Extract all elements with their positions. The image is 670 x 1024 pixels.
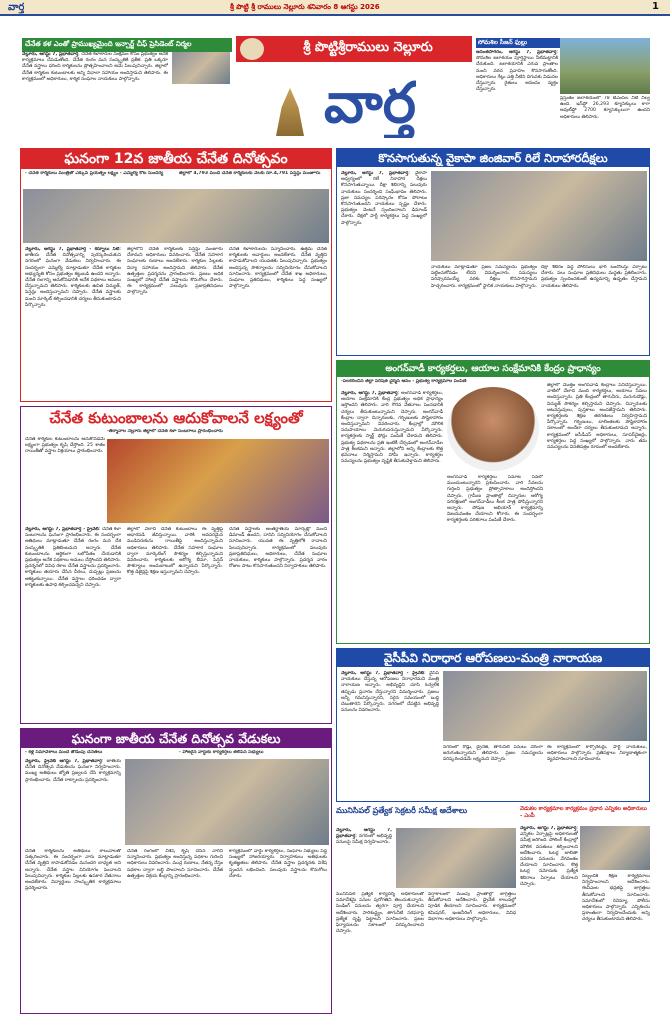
bottom-right-col1: నెల్లూరు, ఆగస్టు 7, ప్రభాతవార్త: ఎన్నికల ఏర్పాట్లపై అధికారులతో సమీక్ష జరిగింది. పోలింగ్ కేంద్రాల్లో మౌలిక వసతులు కల్పించాలని ఆదేశించారు. ఓటర్ల జాబితా సవరణ పనులను వేగవంతం చేయాలని సూచించారు. కొత్త ఓటర్ల నమోదుకు ప్రత్యేక శిబిరాలు ఏర్పాటు చేయాలని చెప్పారు.: [520, 826, 578, 887]
page-number: 1: [652, 1, 659, 12]
handloom-day-col1: నెల్లూరు, ఆగస్టు 7, ప్రభాతవార్త - కర్నూలు సిటీ: జాతీయ చేనేత దినోత్సవాన్ని పురస్కరించుకుని నగరంలో ఘనంగా వేడుకలు నిర్వహించారు. ఈ సందర్భంగా ఎమ్మెల్యే మాట్లాడుతూ చేనేత కార్మికుల అభ్యున్నతి కోసం ప్రభుత్వం కట్టుబడి ఉందని అన్నారు. చేనేత రంగాన్ని ఆదుకోవడానికి అనేక పథకాలు అమలు చేస్తున్నామని తెలిపారు. కార్మికులకు ఉచిత విద్యుత్, పెన్షన్లు అందిస్తున్నామని చెప్పారు. చేనేత వస్త్రాలకు మంచి మార్కెట్ కల్పించడానికి చర్యలు తీసుకుంటామని పేర్కొన్నారు.: [25, 247, 121, 308]
allegations-story: [336, 648, 650, 802]
allegations-headline: వైసీపీవి నిరాధార ఆరోపణలు-మంత్రి నారాయణ: [337, 649, 649, 667]
allegations-col2: నగరంలో రోడ్లు, డ్రైనేజీ, తాగునీటి పనులు వేగంగా జరుగుతున్నాయని తెలిపారు. ప్రజల సమస్యలను పరిష్కరించడమే లక్ష్యమని చెప్పారు.: [443, 745, 543, 763]
anganwadi-subhead: -పలకరించిన జిల్లా పరిషత్ ఛైర్మన్ ఆనం - ప్రభుత్వ కార్యక్రమాల పంపిణీ: [341, 379, 467, 384]
allegations-col3: ఈ కార్యక్రమంలో కార్పొరేటర్లు, పార్టీ నాయకులు, అధికారులు పాల్గొన్నారు. ప్రతిపక్షాలు నిర్మాణాత్మకంగా వ్యవహరించాలని సూచించారు.: [547, 745, 647, 763]
paper-name: వార్త: [324, 70, 416, 136]
commissioner-story: [336, 806, 516, 1014]
families-subhead: -తీర్మానాల నెల్లూరు జిల్లాలో చేనేత కళా సంబరాలు ప్రారంభించారు: [107, 429, 223, 434]
anganwadi-headline: అంగన్‌వాడీ కార్యకర్తలు, ఆయాల సంక్షేమానికి కేంద్రం ప్రాధాన్యం: [337, 361, 649, 377]
handloom-day-col3: చేనేత కళాకారులను సన్మానించారు. ఉత్తమ చేనేత కార్మికులకు అవార్డులు అందజేశారు. చేనేత వృత్తిని కాపాడుకోవాలని యువతకు పిలుపునిచ్చారు. ప్రభుత్వం అందిస్తున్న సౌకర్యాలను సద్వినియోగం చేసుకోవాలని సూచించారు. కార్యక్రమంలో చేనేత శాఖ అధికారులు, సంఘాల ప్రతినిధులు, కార్మికులు పెద్ద సంఖ్యలో పాల్గొన్నారు.: [229, 247, 327, 290]
top-right-text: అనంతసాగరం, ఆగస్టు 7, ప్రభాతవార్త: సోమశిల జలాశయం పూర్తిస్థాయి నీటిమట్టానికి చేరుకుంది. జలాశయానికి ఎగువ ప్రాంతాల నుంచి వరద ప్రవాహం కొనసాగుతోంది. అధికారులు గేట్లు ఎత్తి నీటిని దిగువకు విడుదల చేస్తున్నారు. రైతులు ఆనందం వ్యక్తం చేస్తున్నారు.: [476, 50, 558, 93]
ycp-strike-photo: [431, 171, 647, 261]
bottom-right-photo: [580, 826, 650, 870]
handloom-day-col2: జిల్లాలోని చేనేత కార్మికులకు పెన్షన్లు మంజూరు చేశామని అధికారులు వివరించారు. చేనేత సహకార సంఘాలకు రుణాలు అందజేశారు. కార్మికుల పిల్లలకు విద్యా సహాయం అందిస్తామని తెలిపారు. చేనేత ఉత్పత్తుల ప్రదర్శనను ప్రారంభించారు. ప్రజలు అధిక సంఖ్యలో హాజరై చేనేత వస్త్రాలను కొనుగోలు చేశారు. ఈ కార్యక్రమంలో పలువురు ప్రజాప్రతినిధులు పాల్గొన్నారు.: [127, 247, 223, 296]
handloom-day-subhead-left: - చేనేత కార్మికులు మంత్రితో ఎక్కువ ప్రయత్నం లక్ష్యం - ఎమ్మెల్యే కోట సుందర్య: [25, 171, 164, 176]
celebrations-col1: చేనేత కార్మికులను అతిథులు శాలువాలతో సత్కరించారు. ఈ సందర్భంగా వారు మాట్లాడుతూ చేనేత వృత్తిని కాపాడుకోవడం మనందరి బాధ్యత అని అన్నారు. చేనేత వస్త్రాల వినియోగం పెంచాలని పిలుపునిచ్చారు. కార్మికుల పిల్లలకు ఉపకార వేతనాలు అందజేశారు. విద్యార్థులు సాంస్కృతిక కార్యక్రమాలు ప్రదర్శించారు.: [25, 849, 121, 892]
top-left-story: [22, 38, 232, 138]
celebrations-subhead-right: - హాజరైన వార్డుకు కార్యకర్తలు తెలిపిన సభ్యులు: [179, 750, 264, 755]
masthead-center: [236, 36, 472, 144]
temple-gopuram-icon: [276, 88, 304, 136]
ycp-strike-story: [336, 148, 650, 356]
families-col3: చేనేత వస్త్రాలకు అంతర్జాతీయ మార్కెట్లో మంచి డిమాండ్ ఉందని, దానిని సద్వినియోగం చేసుకోవాలని సూచించారు. యువత ఈ వృత్తిలోకి రావాలని పిలుపునిచ్చారు. కార్యక్రమంలో పలువురు ప్రజాప్రతినిధులు, అధికారులు, చేనేత సంఘాల నాయకులు, కార్మికులు పాల్గొన్నారు. ప్రదర్శన వారం రోజుల పాటు కొనసాగుతుందని నిర్వాహకులు తెలిపారు.: [229, 527, 327, 570]
allegations-col1: నెల్లూరు, ఆగస్టు 7, ప్రభాతవార్త - ప్రైవేట్: వైసీపీ నాయకులు చేస్తున్న ఆరోపణలు నిరాధారమని మంత్రి నారాయణ అన్నారు. అభివృద్ధిని చూసి ఓర్వలేక తప్పుడు ప్రచారం చేస్తున్నారని విమర్శించారు. ప్రజలు అన్నీ గమనిస్తున్నారని, సరైన సమయంలో బుద్ధి చెబుతారని పేర్కొన్నారు. నగరంలో చేపట్టిన అభివృద్ధి పనులను వివరించారు.: [341, 671, 439, 714]
celebrations-photo: [125, 759, 329, 845]
anganwadi-col2: అంగన్‌వాడీ కార్యకర్తలు సమాజ సేవలో ముందుంటున్నారని ప్రశంసించారు. వారి సేవలను గుర్తించి ప్రభుత్వం ప్రోత్సాహకాలు అందిస్తోందని చెప్పారు. గ్రామీణ ప్రాంతాల్లో చిన్నారుల ఆరోగ్య పరిరక్షణలో అంగన్‌వాడీలు కీలక పాత్ర పోషిస్తున్నారని అన్నారు. పోషణ అభియాన్ కార్యక్రమాన్ని విజయవంతం చేయాలని కోరారు. ఈ సందర్భంగా కార్యకర్తలకు పరికరాలు పంపిణీ చేశారు.: [447, 475, 543, 524]
families-photo: [107, 439, 329, 523]
anganwadi-col3: జిల్లాలో మొత్తం అంగన్‌వాడీ కేంద్రాలు పనిచేస్తున్నాయి. వాటిలో వేలాది మంది కార్యకర్తలు, ఆయాలు సేవలు అందిస్తున్నారు. ప్రతి కేంద్రంలో తాగునీరు, మరుగుదొడ్లు, విద్యుత్ సౌకర్యం కల్పిస్తామని చెప్పారు. చిన్నారులకు ఆటవస్తువులు, పుస్తకాలు అందజేస్తామని తెలిపారు. కార్యకర్తలకు శిక్షణ తరగతులు నిర్వహిస్తామని పేర్కొన్నారు. గర్భిణులు, బాలింతలకు పౌష్టికాహారం సకాలంలో అందేలా చర్యలు తీసుకుంటామని అన్నారు. కార్యక్రమంలో ఐసీడీఎస్ అధికారులు, సూపర్‌వైజర్లు, కార్యకర్తలు పెద్ద సంఖ్యలో పాల్గొన్నారు. వారు తమ సమస్యలను వినతిపత్రం రూపంలో అందజేశారు.: [547, 383, 647, 451]
top-left-headline: చేనేత కళ ఎంతో ప్రాముఖ్యమైంది ఇన్చార్జ్ చీఫ్ ప్రెసిడెంట్ నిర్మల: [22, 38, 232, 52]
top-right-text-2: ప్రస్తుతం జలాశయంలో 78 టీఎంసీల నీటి నిల్వ ఉంది. ఇన్‌ఫ్లో 26,293 క్యూసెక్కులు కాగా అవుట్‌ఫ్లో 2700 క్యూసెక్కులుగా ఉందని అధికారులు తెలిపారు.: [560, 96, 650, 120]
founder-portrait: [240, 38, 264, 60]
celebrations-headline: ఘనంగా జాతీయ చేనేత దినోత్సవ వేడుకలు: [21, 729, 331, 748]
date-line: శ్రీ పొట్టి శ్రీ రాములు నెల్లూరు శనివారం 8 ఆగస్టు 2026: [230, 3, 380, 11]
top-right-headline: సోమశిల సీజన్ ఫుల్లు: [476, 38, 566, 48]
celebrations-story: [20, 728, 332, 1014]
allegations-photo: [443, 671, 647, 741]
handloom-day-headline: ఘనంగా 12వ జాతీయ చేనేత దినోత్సవం: [21, 149, 331, 169]
dam-photo: [560, 38, 650, 94]
families-headline: చేనేత కుటుంబాలను ఆదుకోవాలనే లక్ష్యంతో: [21, 407, 331, 429]
commissioner-col2: వర్షాకాలంలో ముంపు ప్రాంతాల్లో జాగ్రత్తలు తీసుకోవాలని ఆదేశించారు. డ్రైనేజీ కాలువల్లో పూడిక తీయాలని సూచించారు. కార్యక్రమంలో కమిషనర్, ఇంజనీరింగ్ అధికారులు, వివిధ విభాగాల అధికారులు పాల్గొన్నారు.: [428, 892, 516, 922]
ycp-strike-col2: నాయకులు మాట్లాడుతూ ప్రజల సమస్యలను ప్రభుత్వం పట్టించుకోవడం లేదని విమర్శించారు. సమస్యలు పరిష్కారమయ్యే వరకు దీక్షలు కొనసాగిస్తామని హెచ్చరించారు. కార్యక్రమంలో స్థానిక నాయకులు పాల్గొన్నారు.: [431, 265, 537, 289]
top-left-text: నెల్లూరు, ఆగస్టు 7, ప్రభాతవార్త, చేనేత కళాకారుల సంక్షేమం కోసం ప్రభుత్వం అనేక కార్యక్రమాలు చేపడుతోంది. చేనేత రంగం మన సంస్కృతికి ప్రతీక. ప్రతి ఒక్కరూ చేనేత వస్త్రాలు ధరించి కార్మికులను ప్రోత్సహించాలని ఆమె పిలుపునిచ్చారు. జిల్లాలో చేనేత కార్మికుల కుటుంబాలకు అన్ని విధాలా సహాయం అందిస్తామని తెలిపారు. ఈ కార్యక్రమంలో అధికారులు, కార్మిక సంఘాల నాయకులు పాల్గొన్నారు.: [22, 52, 168, 82]
handloom-day-photo: [23, 189, 329, 243]
district-title: శ్రీ పొట్టిశ్రీరాములు నెల్లూరు: [303, 40, 433, 55]
top-left-label: వార్త: [8, 2, 25, 13]
top-right-story: [476, 38, 650, 144]
celebrations-col3: కార్యక్రమంలో వార్డు కార్యకర్తలు, సంఘాల సభ్యులు పెద్ద సంఖ్యలో హాజరయ్యారు. నిర్వాహకులు అతిథులకు కృతజ్ఞతలు తెలిపారు. చేనేత వస్త్రాల ప్రదర్శనకు విశేష స్పందన లభించింది. పలువురు వస్త్రాలను కొనుగోలు చేశారు.: [229, 849, 327, 879]
celebrations-intro: నెల్లూరు, ప్రైవేట్ ఆగస్టు 7, ప్రభాతవార్త: జాతీయ చేనేత దినోత్సవ వేడుకలను ఘనంగా నిర్వహించారు. ముఖ్య అతిథులు జ్యోతి ప్రజ్వలన చేసి కార్యక్రమాన్ని ప్రారంభించారు. చేనేత రాట్నాలను ప్రదర్శించారు.: [25, 759, 121, 783]
bottom-right-headline: వేడుకల కార్యక్రమాల కార్యక్రమం ప్రధాన ఎన్నికల అధికారులు - ఎంపీ: [520, 806, 647, 819]
leader-portrait: [447, 387, 539, 471]
bottom-right-story: [520, 806, 650, 1014]
anganwadi-story: [336, 360, 650, 644]
commissioner-headline: మునిసిపల్ ప్రత్యేక సెక్రటరీ సమీక్ష ఆదేశాలు: [336, 806, 468, 815]
bottom-right-col2: సిబ్బందికి శిక్షణ కార్యక్రమాలు నిర్వహించాలని ఆదేశించారు. ఈవీఎంల భద్రతపై జాగ్రత్తలు తీసుకోవాలని సూచించారు. సమావేశంలో రెవెన్యూ, పోలీసు అధికారులు పాల్గొన్నారు. ఎన్నికలను ప్రశాంతంగా నిర్వహించేందుకు అన్ని చర్యలు తీసుకుంటామని తెలిపారు.: [582, 874, 650, 923]
commissioner-col1: మునిసిపల్ ప్రత్యేక కార్యదర్శి అధికారులతో సమావేశమై పనుల పురోగతిని తెలుసుకున్నారు. పెండింగ్ పనులను త్వరగా పూర్తి చేయాలని ఆదేశించారు. పారిశుద్ధ్యం, తాగునీటి సరఫరాపై ప్రత్యేక దృష్టి పెట్టాలని సూచించారు. ప్రజల ఫిర్యాదులను సకాలంలో పరిష్కరించాలని చెప్పారు.: [336, 892, 424, 935]
ycp-strike-col1: నెల్లూరు, ఆగస్టు 7, ప్రభాతవార్త: వైకాపా ఆధ్వర్యంలో రిలే నిరాహార దీక్షలు కొనసాగుతున్నాయి. దీక్షా శిబిరాన్ని పలువురు నాయకులు సందర్శించి సంఘీభావం తెలిపారు. ప్రజా సమస్యల పరిష్కారం కోసం పోరాటం కొనసాగుతుందని నాయకులు స్పష్టం చేశారు. ప్రభుత్వం వెంటనే స్పందించాలని డిమాండ్ చేశారు. దీక్షలో పార్టీ కార్యకర్తలు పెద్ద సంఖ్యలో పాల్గొన్నారు.: [341, 171, 427, 226]
anganwadi-col1: నెల్లూరు, ఆగస్టు 7, ప్రభాతవార్త: అంగన్‌వాడీ కార్యకర్తలు, ఆయాల సంక్షేమానికి కేంద్ర ప్రభుత్వం అధిక ప్రాధాన్యం ఇస్తోందని తెలిపారు. వారి గౌరవ వేతనాలు పెంచడానికి చర్యలు తీసుకుంటున్నామని చెప్పారు. అంగన్‌వాడీ కేంద్రాల ద్వారా చిన్నారులకు, గర్భిణులకు పౌష్టికాహారం అందిస్తున్నామని వివరించారు. కేంద్రాల్లో మౌలిక సదుపాయాలు మెరుగుపరుస్తున్నామని పేర్కొన్నారు. కార్యకర్తలకు స్మార్ట్ ఫోన్లు పంపిణీ చేశామని తెలిపారు. ప్రభుత్వ పథకాలను ప్రతి ఇంటికీ చేర్చడంలో అంగన్‌వాడీల పాత్ర కీలకమని అన్నారు. జిల్లాలోని అన్ని కేంద్రాలకు కొత్త భవనాలు నిర్మిస్తామని హామీ ఇచ్చారు. కార్యకర్తల సమస్యలను ప్రభుత్వం దృష్టికి తీసుకువెళ్తామని తెలిపారు.: [341, 391, 443, 465]
families-intro: చేనేత కార్మికుల కుటుంబాలను ఆదుకోవడమే లక్ష్యంగా ప్రభుత్వం కృషి చేస్తోంది. 25 శాతం రాయితీతో వస్త్రాల విక్రయాలు ప్రారంభించారు.: [25, 437, 105, 455]
celebrations-col2: చేనేత రంగంలో విశేష కృషి చేసిన వారిని సన్మానించారు. ప్రభుత్వం అందిస్తున్న పథకాల గురించి అధికారులు వివరించారు. ముద్ర రుణాలు, నేతన్న నేస్తం పథకాల ద్వారా లబ్ధి పొందాలని సూచించారు. చేనేత ఉత్పత్తుల విక్రయ కేంద్రాన్ని ప్రారంభించారు.: [127, 849, 223, 879]
handloom-day-story: [20, 148, 332, 402]
families-col2: జిల్లాలో వేలాది చేనేత కుటుంబాలు ఈ వృత్తిపై ఆధారపడి జీవిస్తున్నాయి. వారికి అవసరమైన ముడిసరుకును రాయితీపై అందిస్తున్నామని అధికారులు తెలిపారు. చేనేత సహకార సంఘాల ద్వారా మార్కెటింగ్ సౌకర్యం కల్పిస్తున్నామని వివరించారు. కార్మికులకు ఆరోగ్య బీమా, పెన్షన్ సౌకర్యాలు అందుబాటులో ఉన్నాయని పేర్కొన్నారు. కొత్త డిజైన్లపై శిక్షణ ఇస్తున్నామని చెప్పారు.: [127, 527, 223, 576]
ycp-strike-headline: కొనసాగుతున్న వైకాపా జింజివార్ రిలే నిరాహారదీక్షలు: [337, 149, 649, 167]
commissioner-photo: [396, 828, 516, 888]
families-col1: నెల్లూరు, ఆగస్టు 7, ప్రభాతవార్త - ప్రైవేట్: చేనేత కళా సంబరాలను ఘనంగా ప్రారంభించారు. ఈ సందర్భంగా అతిథులు మాట్లాడుతూ చేనేత రంగం మన దేశ సంస్కృతికి ప్రతిబింబమని అన్నారు. చేనేత కుటుంబాలను ఆర్థికంగా బలోపేతం చేయడానికి ప్రభుత్వం అనేక పథకాలు అమలు చేస్తోందని తెలిపారు. ప్రదర్శనలో వివిధ రకాల చేనేత వస్త్రాలను ప్రదర్శించారు. కార్మికులు తయారు చేసిన చీరలు, దుప్పట్లు ప్రజలను ఆకట్టుకున్నాయి. చేనేత వస్త్రాలు ధరించడం ద్వారా కార్మికులకు ఉపాధి కల్పించవచ్చని చెప్పారు.: [25, 527, 121, 588]
ycp-strike-col3: దీక్షా శిబిరం వద్ద పోలీసులు భారీ బందోబస్తు ఏర్పాటు చేశారు. పలు సంఘాల ప్రతినిధులు మద్దతు ప్రకటించారు. ప్రభుత్వం స్పందించకుంటే ఉద్యమాన్ని ఉధృతం చేస్తామని నాయకులు తెలిపారు.: [541, 265, 647, 289]
top-left-photo: [172, 52, 230, 84]
handloom-day-subhead-right: జిల్లాలో 4,793 మంది చేనేత కార్మికులకు నెలకు రూ.4,791 పెన్షన్లు మంజూరు: [179, 171, 321, 176]
commissioner-intro: నెల్లూరు, ఆగస్టు 7, ప్రభాతవార్త: నగరంలో అభివృద్ధి పనులపై సమీక్ష నిర్వహించారు.: [336, 828, 392, 846]
masthead-strip: [0, 0, 670, 16]
celebrations-subhead-left: - కళ్ల సమావేశాలు మందే జోడింపు చేనేతలు: [25, 750, 103, 755]
families-story: [20, 406, 332, 724]
